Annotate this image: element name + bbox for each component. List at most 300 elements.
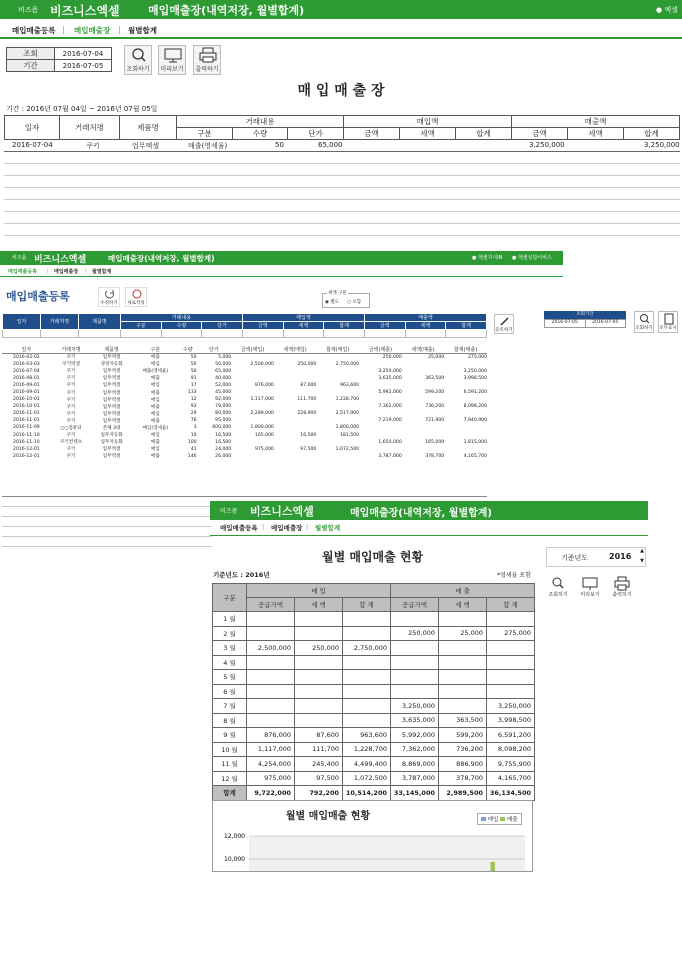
s3-heading: 월별 매입매출 현황 xyxy=(322,550,424,564)
cell: 2 월 xyxy=(213,626,247,641)
cell: 업무엑셀 xyxy=(102,390,121,396)
cell: 쿠키 xyxy=(66,397,76,403)
q-to-input[interactable]: 2016-07-05 xyxy=(55,60,112,72)
tab-sep: | xyxy=(306,523,309,531)
cell xyxy=(295,713,343,728)
cell xyxy=(231,375,274,382)
s3-print-button[interactable] xyxy=(610,576,634,600)
bar-매출-11월 xyxy=(491,862,496,872)
cell: 2016-09-01 xyxy=(13,390,40,396)
query-from[interactable]: 2016-07-05 xyxy=(545,320,586,327)
s1-tab-ledger[interactable]: 매입매출장 xyxy=(74,26,111,35)
cell xyxy=(343,612,391,627)
cell: 경영자동화 xyxy=(100,362,123,368)
cell: 2,517,900 xyxy=(335,411,360,417)
cell xyxy=(316,453,359,460)
btn-label: 출력하기 xyxy=(195,66,219,73)
cell: 2016-12-01 xyxy=(13,453,40,459)
row-line xyxy=(2,516,212,517)
entry-cell[interactable] xyxy=(41,330,79,338)
h: 합계 xyxy=(324,322,365,330)
table-row[interactable] xyxy=(2,432,487,439)
cell: 50 xyxy=(190,361,197,367)
cell: 1,815,000 xyxy=(463,439,487,445)
cell: 매입 xyxy=(150,411,160,417)
cell xyxy=(402,396,444,403)
btn-label: 수정하기 xyxy=(100,301,118,306)
group-label: 세액 구분 xyxy=(328,291,347,296)
cell: 매출 xyxy=(150,454,160,460)
cell: 65,000 xyxy=(215,368,232,374)
cell: 1,072,500 xyxy=(335,446,360,452)
table-row[interactable] xyxy=(2,382,487,389)
report-title: 매 입 매 출 장 xyxy=(297,83,385,99)
cell: 1,800,000 xyxy=(335,425,360,431)
cell: 16,500 xyxy=(215,439,232,445)
cell: 25,000 xyxy=(439,626,487,641)
table-row[interactable] xyxy=(2,446,487,453)
cell: 40,000 xyxy=(215,375,232,381)
cell: 95,000 xyxy=(215,418,232,424)
cell xyxy=(274,403,316,410)
h-tax: 세 액 xyxy=(295,598,343,612)
cell: 963,600 xyxy=(343,728,391,743)
cell xyxy=(439,641,487,656)
entry-cell[interactable] xyxy=(79,330,121,338)
cell: 7,940,900 xyxy=(463,418,487,424)
cell xyxy=(439,670,487,685)
cell: 876,000 xyxy=(247,728,295,743)
table-row[interactable] xyxy=(2,417,487,424)
cell xyxy=(231,368,274,375)
month-row xyxy=(213,626,535,641)
cell: 1,072,500 xyxy=(343,771,391,786)
s2-link-1[interactable]: ● 엑셀지식iN xyxy=(472,255,503,261)
month-row xyxy=(213,670,535,685)
s2-register-button[interactable] xyxy=(494,314,514,334)
list-header: 일자 xyxy=(2,346,51,354)
cell: 쿠키 xyxy=(66,454,76,460)
brand-name: 비즈니스엑셀 xyxy=(250,505,314,518)
table-row[interactable] xyxy=(2,368,487,375)
cell xyxy=(274,354,316,361)
cell: 45,000 xyxy=(215,390,232,396)
cell xyxy=(295,655,343,670)
cell: 2016-12-01 xyxy=(13,446,40,452)
list-header: 단가 xyxy=(197,346,232,354)
cell xyxy=(391,641,439,656)
s1-preview-button[interactable] xyxy=(158,45,186,75)
cell xyxy=(487,670,535,685)
cell: 10 xyxy=(190,432,197,438)
cell: 245,400 xyxy=(295,757,343,772)
btn-label: 조회하기 xyxy=(126,66,150,73)
row-line xyxy=(4,175,680,176)
s3-divider xyxy=(210,535,648,536)
table-row[interactable] xyxy=(2,389,487,396)
h-sell: 매출액 xyxy=(512,116,680,128)
search-icon xyxy=(125,46,153,64)
cell: 975,000 xyxy=(247,771,295,786)
entry-cell[interactable] xyxy=(283,330,324,338)
h-sum: 합 계 xyxy=(343,598,391,612)
cell xyxy=(391,655,439,670)
cell: 250,000 xyxy=(382,354,402,360)
cell xyxy=(247,655,295,670)
cell: 본체 3대 xyxy=(102,425,121,431)
cell xyxy=(444,424,487,431)
entry-cell[interactable] xyxy=(242,330,283,338)
cell xyxy=(274,439,316,446)
s2-entry-table xyxy=(2,313,487,338)
s1-tab-monthly[interactable]: 월별합계 xyxy=(128,26,157,35)
document-icon xyxy=(659,312,679,325)
cell: 7 월 xyxy=(213,699,247,714)
entry-cell[interactable] xyxy=(121,330,162,338)
note: *영세율 포함 xyxy=(497,572,531,579)
table-row[interactable] xyxy=(2,453,487,460)
cell: 87,600 xyxy=(295,728,343,743)
cell xyxy=(247,670,295,685)
list-header: 합계(매출) xyxy=(444,346,487,354)
cell: 업무엑셀 xyxy=(102,376,121,382)
q-from-input[interactable]: 2016-07-04 xyxy=(55,48,112,60)
cell: 600,000 xyxy=(212,425,232,431)
brand-name: 비즈니스엑셀 xyxy=(34,255,87,265)
cell: 2016-10-01 xyxy=(13,397,40,403)
h: 합계 xyxy=(446,322,487,330)
cell xyxy=(487,641,535,656)
cell: 2016-07-04 xyxy=(13,368,40,374)
month-row xyxy=(213,757,535,772)
cell: 8,098,200 xyxy=(463,404,487,410)
cell: 쿠키 xyxy=(66,355,76,361)
year-label: 기준년도 xyxy=(561,554,589,562)
row-line xyxy=(4,187,680,188)
s3-preview-button[interactable] xyxy=(578,576,602,600)
h: 세액 xyxy=(283,322,324,330)
cell: 업무엑셀 xyxy=(102,404,121,410)
entry-cell[interactable] xyxy=(202,330,243,338)
month-row xyxy=(213,728,535,743)
monitor-icon xyxy=(159,46,187,64)
cell xyxy=(247,684,295,699)
s3-query-button[interactable] xyxy=(546,576,570,600)
row-line xyxy=(4,199,680,200)
list-header: 구분 xyxy=(132,346,179,354)
month-row xyxy=(213,699,535,714)
table-row[interactable] xyxy=(2,375,487,382)
s2-query-period xyxy=(544,311,626,328)
cell: 매입 xyxy=(150,383,160,389)
cell: 12 월 xyxy=(213,771,247,786)
h: 일자 xyxy=(3,314,41,330)
printer-icon xyxy=(610,576,634,591)
cell: 975,000 xyxy=(254,446,274,452)
cell xyxy=(391,612,439,627)
plot-area xyxy=(249,836,525,872)
cell xyxy=(316,417,359,424)
s2-showall-button[interactable] xyxy=(658,311,678,333)
cell: 3,787,000 xyxy=(391,771,439,786)
year-spin-down-icon[interactable]: ▼ xyxy=(640,558,644,564)
cell: 17 xyxy=(190,382,197,388)
row-line xyxy=(2,546,212,547)
cell: 7,362,000 xyxy=(391,742,439,757)
cell: 886,900 xyxy=(439,757,487,772)
cell: 50 xyxy=(275,141,284,149)
year-text: 기준년도 : 2016년 xyxy=(213,571,270,579)
year-value[interactable]: 2016 xyxy=(609,552,632,561)
entry-cell[interactable] xyxy=(324,330,365,338)
tax-option-group xyxy=(322,293,370,308)
row-line xyxy=(4,211,680,212)
h-sell: 매 출 xyxy=(391,584,535,598)
cell: 12 xyxy=(190,397,197,403)
s2-title: 매입매출장(내역저장, 월별합계) xyxy=(108,254,215,263)
btn-label: 미리보기 xyxy=(580,592,600,598)
s2-tab-register[interactable]: 매입매출등록 xyxy=(8,269,37,275)
cell: 7,362,000 xyxy=(378,404,402,410)
cell: 16,500 xyxy=(215,432,232,438)
entry-cell[interactable] xyxy=(364,330,405,338)
new-record-icon xyxy=(126,288,148,300)
table-row[interactable] xyxy=(2,403,487,410)
cell: 3,635,000 xyxy=(378,375,402,381)
s2-edit-button[interactable] xyxy=(98,287,120,307)
cell: 50 xyxy=(190,354,197,360)
table-row[interactable] xyxy=(2,439,487,446)
cell: 2016-03-03 xyxy=(13,361,40,367)
cell xyxy=(439,684,487,699)
tab-sep: | xyxy=(62,25,65,34)
cell: 2,750,000 xyxy=(343,641,391,656)
cell: 24,000 xyxy=(215,446,232,452)
list-header: 제품명 xyxy=(91,346,132,354)
cell xyxy=(316,375,359,382)
h-buy: 매입액 xyxy=(344,116,512,128)
cell: 97,500 xyxy=(300,446,317,452)
h-deal: 거래내용 xyxy=(177,116,344,128)
btn-label: 조회하기 xyxy=(635,326,653,331)
cell: 5,000 xyxy=(218,354,232,360)
cell xyxy=(231,417,274,424)
cell: 매출 xyxy=(150,355,160,361)
cell xyxy=(487,612,535,627)
h: 구분 xyxy=(121,322,162,330)
cell: 76 xyxy=(190,418,197,424)
h-buy-amt: 금액 xyxy=(344,128,400,140)
legend-sell: 매출 xyxy=(500,817,517,823)
cell xyxy=(231,439,274,446)
cell xyxy=(231,354,274,361)
radio-separate[interactable]: ◉ 별도 xyxy=(325,300,340,305)
cell xyxy=(247,626,295,641)
h: 매출액 xyxy=(364,314,486,322)
entry-cell[interactable] xyxy=(446,330,487,338)
s1-title: 매입매출장(내역저장, 월별합계) xyxy=(148,4,305,17)
cell xyxy=(402,446,444,453)
cell: 378,700 xyxy=(439,771,487,786)
cell: 87,600 xyxy=(300,382,317,388)
row-line xyxy=(4,151,680,152)
table-row[interactable] xyxy=(2,410,487,417)
cell: 181,500 xyxy=(340,432,360,438)
chart-title: 월별 매입매출 현황 xyxy=(285,811,371,822)
s2-query-button[interactable] xyxy=(634,311,654,333)
table-row[interactable] xyxy=(2,396,487,403)
entry-cell[interactable] xyxy=(405,330,446,338)
h-supply: 공급가액 xyxy=(391,598,439,612)
h: 수량 xyxy=(161,322,202,330)
y-tick-label: 12,000 xyxy=(224,833,245,840)
cell: 2016-11-10 xyxy=(13,439,40,445)
cell xyxy=(402,361,444,368)
cell xyxy=(391,684,439,699)
cell: 10,514,200 xyxy=(343,786,391,801)
table-row[interactable] xyxy=(2,424,487,431)
cell xyxy=(316,368,359,375)
cell: 매출 xyxy=(150,418,160,424)
cell xyxy=(316,403,359,410)
cell xyxy=(343,670,391,685)
cell: 매출 xyxy=(150,440,160,446)
cell: 736,200 xyxy=(439,742,487,757)
cell xyxy=(444,361,487,368)
cell xyxy=(402,382,444,389)
cell: 228,900 xyxy=(297,411,317,417)
s2-link-2[interactable]: ● 엑셀실담서비스 xyxy=(512,255,552,261)
cell: 매출(영세율) xyxy=(188,142,228,150)
cell: 업무엑셀 xyxy=(102,383,121,389)
cell: 2,500,000 xyxy=(250,361,274,367)
cell: 2016-10-01 xyxy=(13,404,40,410)
cell: 963,600 xyxy=(340,382,360,388)
cell: 업무엑셀 xyxy=(102,418,121,424)
cell: 363,500 xyxy=(425,375,445,381)
row-line xyxy=(2,536,212,537)
cell: 합계 xyxy=(213,786,247,801)
s2-new-button[interactable] xyxy=(125,287,147,307)
cell: 133 xyxy=(187,390,197,396)
month-row xyxy=(213,684,535,699)
month-row xyxy=(213,713,535,728)
s1-print-button[interactable] xyxy=(193,45,221,75)
cell xyxy=(247,612,295,627)
cell: 매입(영세율) xyxy=(142,425,169,431)
btn-label: 미리보기 xyxy=(160,66,184,73)
cell xyxy=(359,424,402,431)
cell xyxy=(274,453,316,460)
cell xyxy=(439,612,487,627)
radio-include[interactable]: ○ 포함 xyxy=(347,300,362,305)
cell: 업무엑셀 xyxy=(102,397,121,403)
cell: 50,000 xyxy=(215,361,232,367)
cell: 3,250,000 xyxy=(391,699,439,714)
query-period-label: 조회기간 xyxy=(544,311,626,319)
s1-tab-register[interactable]: 매입매출등록 xyxy=(12,26,56,35)
s2-tab-monthly[interactable]: 월별합계 xyxy=(92,269,112,275)
h-buy-tax: 세액 xyxy=(400,128,456,140)
h-gubun: 구분 xyxy=(177,128,233,140)
cell xyxy=(439,655,487,670)
table-row[interactable] xyxy=(2,354,487,361)
cell: 876,000 xyxy=(254,382,274,388)
year-spin-up-icon[interactable]: ▲ xyxy=(640,548,644,554)
h: 금액 xyxy=(242,322,283,330)
cell xyxy=(231,389,274,396)
s1-header-bar xyxy=(0,0,682,19)
tab-sep: | xyxy=(85,268,87,274)
cell: 97,500 xyxy=(295,771,343,786)
btn-label: 출력하기 xyxy=(612,592,632,598)
cell: 792,200 xyxy=(295,786,343,801)
cell xyxy=(444,432,487,439)
month-row xyxy=(213,771,535,786)
cell: 2016-07-04 xyxy=(12,141,53,149)
s1-right-link[interactable]: ● 엑셀 xyxy=(656,6,678,14)
cell: 4,165,700 xyxy=(487,771,535,786)
cell xyxy=(274,375,316,382)
btn-label: 모두표시 xyxy=(659,326,677,331)
cell: 5,992,000 xyxy=(391,728,439,743)
s3-tab-register[interactable]: 매입매출등록 xyxy=(220,524,258,532)
q-label-1: 조회 xyxy=(7,48,55,60)
cell xyxy=(316,439,359,446)
cell: 3,250,000 xyxy=(644,141,680,149)
s3-tab-monthly[interactable]: 월별합계 xyxy=(315,524,341,532)
brand-small: 비즈폼 xyxy=(220,508,238,515)
cell: 275,000 xyxy=(487,626,535,641)
cell xyxy=(402,368,444,375)
s1-query-box xyxy=(6,47,112,72)
cell xyxy=(295,626,343,641)
h-date: 일자 xyxy=(5,116,60,140)
s3-tab-ledger[interactable]: 매입매출장 xyxy=(271,524,303,532)
cell: 599,200 xyxy=(439,728,487,743)
h-sum: 합 계 xyxy=(487,598,535,612)
cell: 업무엑셀 xyxy=(102,447,121,453)
cell: 36,134,500 xyxy=(487,786,535,801)
row-line xyxy=(4,235,680,236)
cell xyxy=(444,382,487,389)
cell: 9,755,900 xyxy=(487,757,535,772)
cell: 93 xyxy=(190,404,197,410)
cell: 업무엑셀 xyxy=(102,369,121,375)
tab-sep: | xyxy=(262,523,265,531)
query-to[interactable]: 2016-07-05 xyxy=(592,320,619,325)
entry-cell[interactable] xyxy=(161,330,202,338)
cell: 6,591,200 xyxy=(487,728,535,743)
cell: 3,250,000 xyxy=(487,699,535,714)
brand-name: 비즈니스엑셀 xyxy=(50,4,120,18)
s2-divider xyxy=(0,276,563,277)
entry-cell[interactable] xyxy=(3,330,41,338)
s2-list-table xyxy=(2,346,487,460)
cell xyxy=(231,403,274,410)
cell xyxy=(343,713,391,728)
table-row[interactable] xyxy=(2,361,487,368)
list-header: 금액(매출) xyxy=(359,346,402,354)
s2-tab-ledger[interactable]: 매입매출장 xyxy=(54,269,79,275)
s1-query-button[interactable] xyxy=(124,45,152,75)
cell: 11 월 xyxy=(213,757,247,772)
search-icon xyxy=(546,576,570,591)
cell: 9,722,000 xyxy=(247,786,295,801)
cell: 41 xyxy=(190,446,197,452)
cell: 2016-11-09 xyxy=(13,425,40,431)
cell xyxy=(487,655,535,670)
